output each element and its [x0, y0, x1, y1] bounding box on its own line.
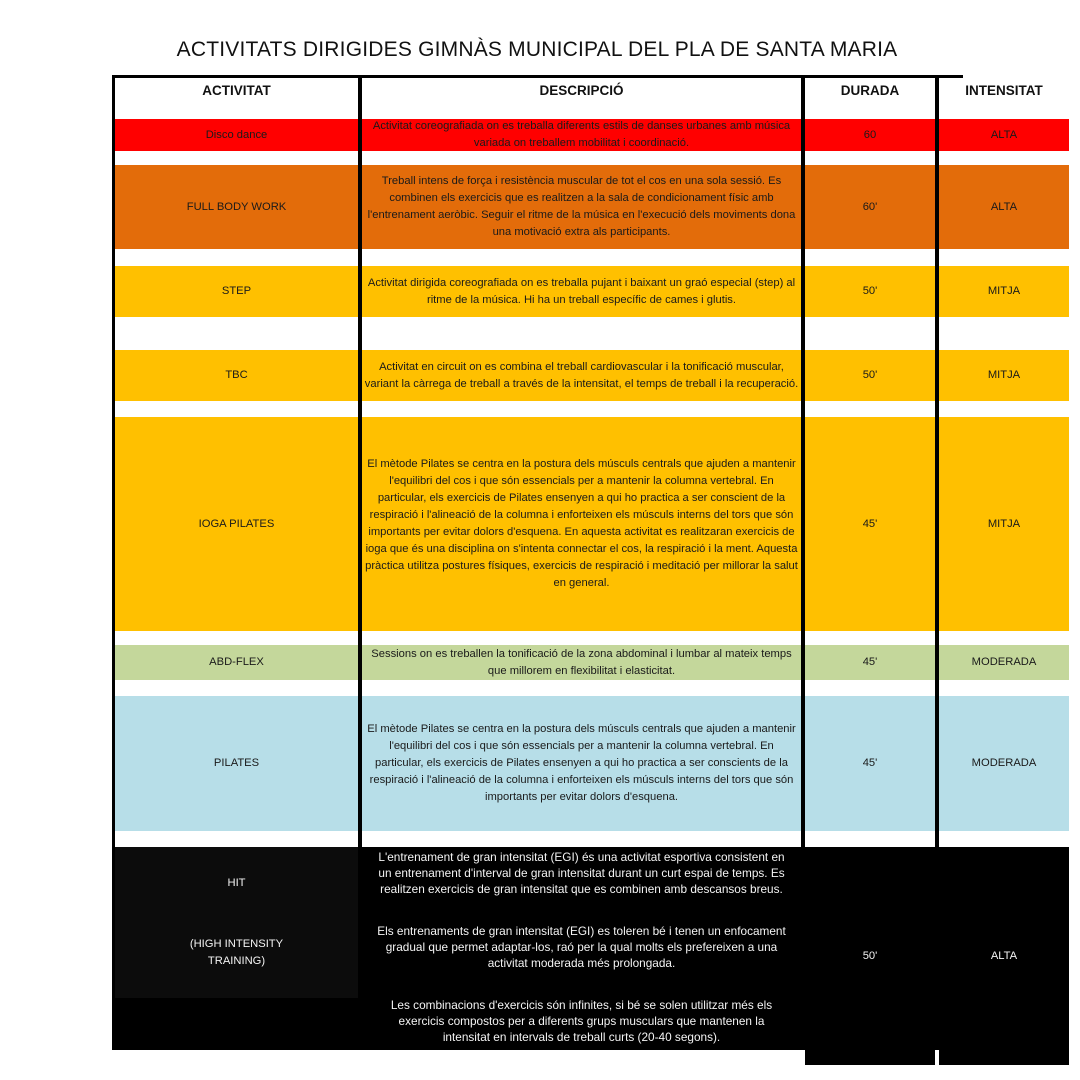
activity-name: STEP: [115, 266, 358, 317]
activity-name: ABD-FLEX: [115, 645, 358, 680]
activity-duration: 45': [805, 417, 935, 631]
activity-duration: 60': [805, 165, 935, 249]
activity-intensity: MITJA: [939, 266, 1069, 317]
activity-description: Sessions on es treballen la tonificació de la zona abdominal i lumbar al mateix temps que millorem en flexibilitat i elasticitat.: [362, 645, 801, 680]
activity-description: Treball intens de força i resistència muscular de tot el cos en una sola sessió. Es combinen els exercicis que es realitzen a la sala de condicionament físic amb l'entrenament aeròbic. Seguir el ritme de la música en l'execució dels moviments dona una motivació extra als participants.: [362, 165, 801, 249]
table-row: [112, 417, 1021, 631]
row-separator: [112, 401, 963, 417]
activity-name: FULL BODY WORK: [115, 165, 358, 249]
activity-description: El mètode Pilates se centra en la postura dels músculs centrals que ajuden a mantenir l'equilibri del cos i que són essencials per a mantenir la columna vertebral. En particular, els exercicis de Pilates ensenyen a qui ho practica a ser conscient de la respiració i l'alineació de la columna i enforteixen els músculs interns del tors que són importants per evitar dolors d'esquena. En aquesta activitat es realitzaran exercicis de ioga que és una disciplina on s'intenta connectar el cos, la respiració i la ment. Aquesta pràctica utilitza postures físiques, exercicis de respiració i meditació per millorar la salut en general.: [362, 417, 801, 631]
table-row: [112, 645, 1037, 680]
activity-description: Activitat coreografiada on es treballa diferents estils de danses urbanes amb música variada on treballem mobilitat i coordinació.: [362, 119, 801, 151]
activity-duration: 50': [805, 350, 935, 401]
hit-paragraph: Les combinacions d'exercicis són infinites, si bé se solen utilitzar més els exercicis compostos per a diferents grups musculars que mantenen la intensitat en intervals de treball curts (20-40 segons).: [390, 998, 773, 1044]
row-separator: [112, 249, 963, 266]
activity-name: PILATES: [115, 696, 358, 831]
hit-name: HIT: [227, 877, 246, 889]
header-intensitat: INTENSITAT: [939, 78, 1069, 117]
hit-subname: (HIGH INTENSITY TRAINING): [189, 938, 284, 967]
header-activitat: ACTIVITAT: [115, 78, 358, 117]
activity-description: Activitat en circuit on es combina el treball cardiovascular i la tonificació muscular, variant la càrrega de treball a través de la intensitat, el temps de treball i la recuperació.: [362, 350, 801, 401]
table-row: [112, 266, 1021, 317]
table-row: [112, 165, 1018, 249]
activity-duration: 45': [805, 645, 935, 680]
row-separator: [112, 151, 963, 165]
activity-intensity: ALTA: [939, 119, 1069, 151]
table-row: [112, 696, 1037, 831]
row-separator: [112, 680, 963, 696]
activity-name: TBC: [115, 350, 358, 401]
header-durada: DURADA: [805, 78, 935, 117]
table-row: [112, 350, 1021, 401]
activity-intensity: MODERADA: [939, 696, 1069, 831]
row-separator: [112, 317, 963, 350]
activity-intensity: MODERADA: [939, 645, 1069, 680]
table-row-hit: [112, 847, 1018, 1050]
row-separator: [112, 631, 963, 645]
activity-intensity: MITJA: [939, 417, 1069, 631]
activity-intensity: MITJA: [939, 350, 1069, 401]
activities-table: [112, 75, 1043, 1050]
activity-name: IOGA PILATES: [115, 417, 358, 631]
hit-paragraph: Els entrenaments de gran intensitat (EGI) es toleren bé i tenen un enfocament gradual que permet adaptar-los, raó per la qual molts els prefereixen a una activitat moderada més prolongada.: [377, 924, 786, 970]
activity-duration: 50': [805, 266, 935, 317]
activity-duration: 60: [805, 119, 935, 151]
activity-duration: 50': [805, 847, 935, 1065]
activity-description: El mètode Pilates se centra en la postura dels músculs centrals que ajuden a mantenir l'equilibri del cos i que són essencials per a mantenir la columna vertebral. En particular, els exercicis de Pilates ensenyen a qui ho practica a ser conscients de la respiració i l'alineació de la columna i enforteixen els músculs interns del tors que són importants per evitar dolors d'esquena.: [362, 696, 801, 831]
table-row: [112, 119, 1018, 151]
activity-intensity: ALTA: [939, 847, 1069, 1065]
hit-paragraph: L'entrenament de gran intensitat (EGI) és una activitat esportiva consistent en un entrenament d'interval de gran intensitat durant un curt espai de temps. Es realitzen exercicis de gran intensitat que es combinen amb descansos breus.: [378, 850, 785, 896]
activity-duration: 45': [805, 696, 935, 831]
activity-name: [115, 847, 358, 998]
header-descripcio: DESCRIPCIÓ: [362, 78, 801, 117]
row-separator: [112, 831, 963, 847]
activity-description: Activitat dirigida coreografiada on es treballa pujant i baixant un graó especial (step) al ritme de la música. Hi ha un treball específic de cames i glutis.: [362, 266, 801, 317]
table-header-row: [112, 78, 1043, 117]
activity-intensity: ALTA: [939, 165, 1069, 249]
page-title: ACTIVITATS DIRIGIDES GIMNÀS MUNICIPAL DEL PLA DE SANTA MARIA: [176, 38, 898, 61]
activity-description: [362, 847, 801, 1050]
activity-name: Disco dance: [115, 119, 358, 151]
